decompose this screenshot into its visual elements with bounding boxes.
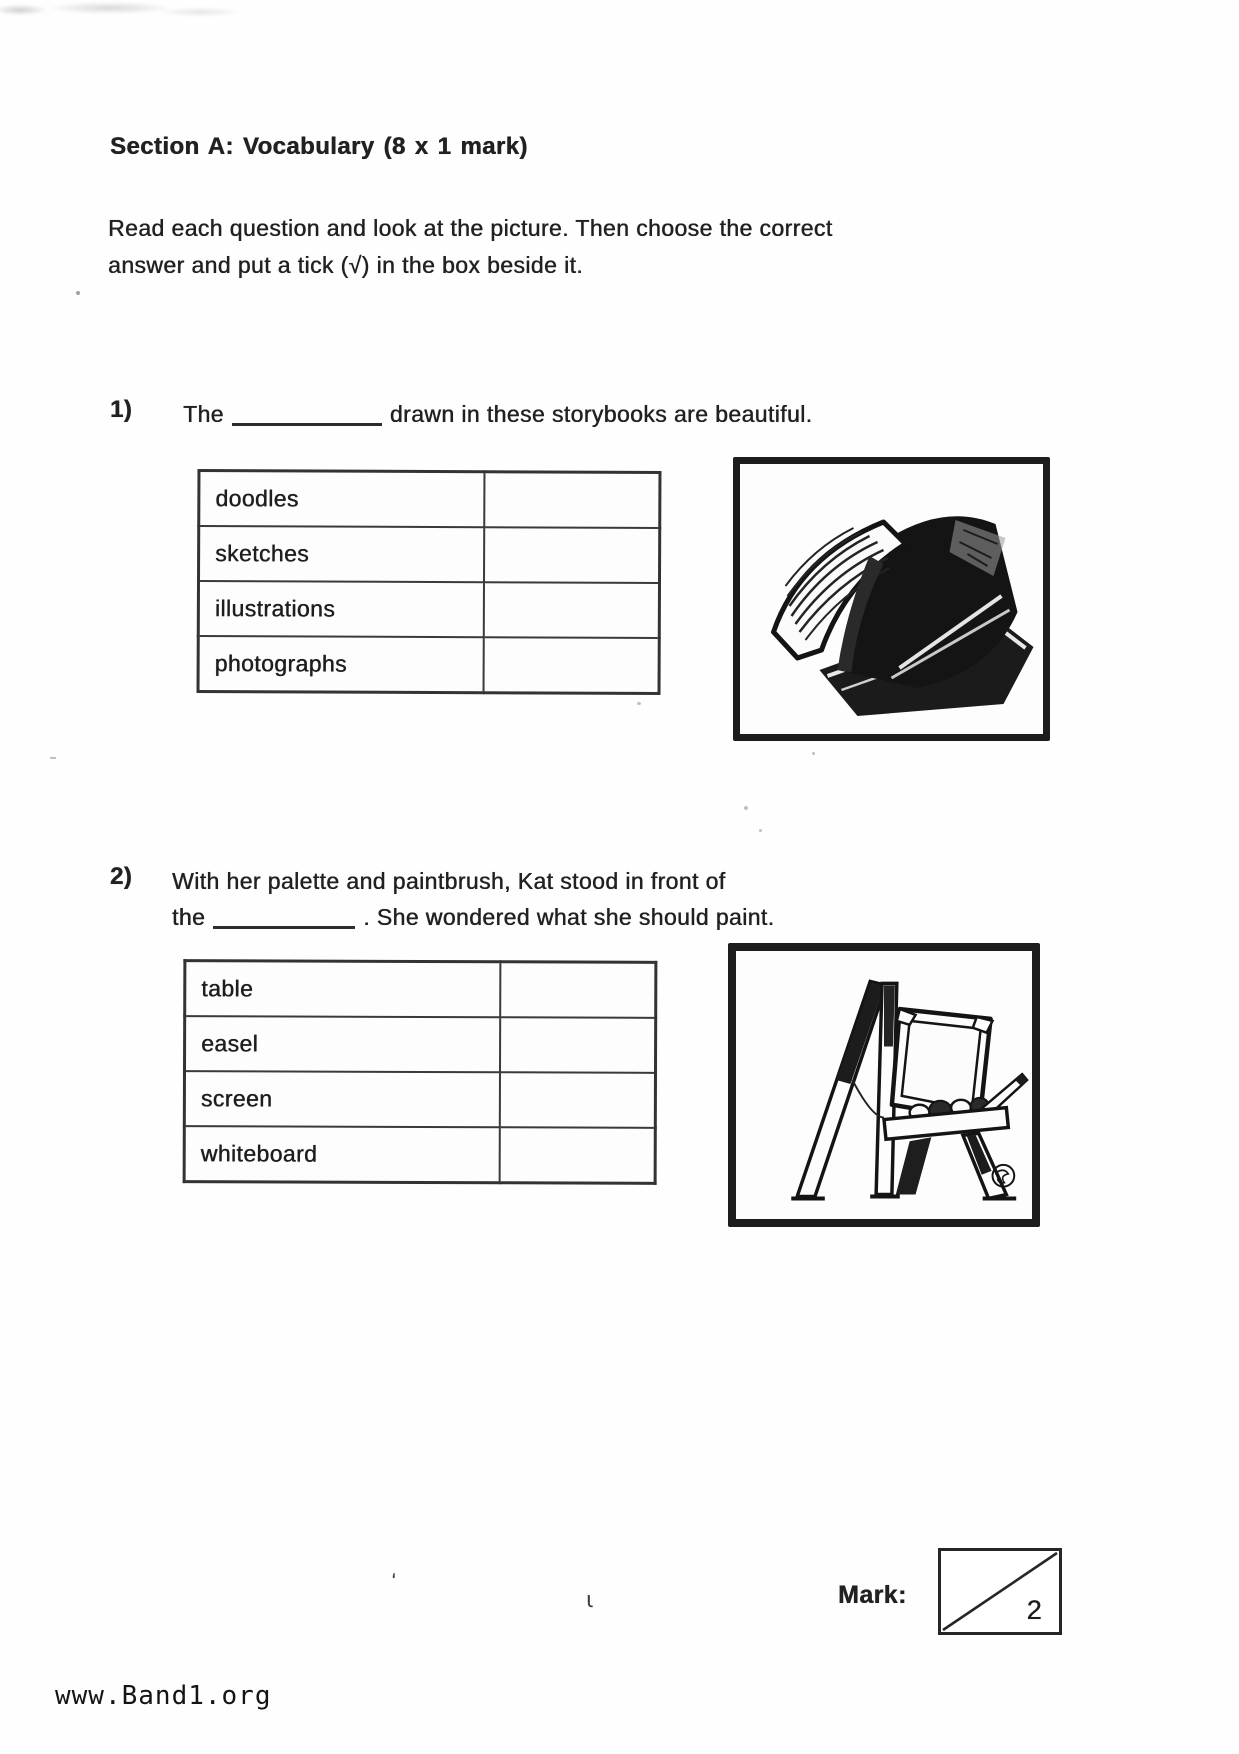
table-row <box>198 581 659 638</box>
tick-box-cell[interactable] <box>500 1072 656 1128</box>
tick-box-cell[interactable] <box>484 637 660 693</box>
instructions <box>108 210 833 284</box>
option-label: screen <box>184 1071 500 1127</box>
scan-speck <box>50 757 56 759</box>
mark-label: Mark: <box>838 1581 907 1609</box>
footer-url: www.Band1.org <box>55 1681 272 1711</box>
tick-box-cell[interactable] <box>484 472 660 528</box>
scan-speck <box>812 752 815 755</box>
question-1-text-after-blank: drawn in these storybooks are beautiful. <box>389 401 813 427</box>
tick-box-cell[interactable] <box>500 962 656 1018</box>
question-1-text-before-blank: The <box>183 401 224 427</box>
tick-box-cell[interactable] <box>500 1127 656 1183</box>
tick-box-cell[interactable] <box>500 1017 656 1073</box>
scan-stray-mark: ʻ <box>389 1569 401 1593</box>
question-1-options-table <box>197 469 662 695</box>
option-label: table <box>185 961 501 1018</box>
table-row <box>184 1071 655 1128</box>
option-label: easel <box>185 1016 501 1072</box>
table-row <box>185 961 656 1018</box>
option-label: whiteboard <box>184 1126 500 1183</box>
question-2-options-table <box>183 959 658 1185</box>
option-label: doodles <box>199 470 485 527</box>
mark-box <box>938 1548 1062 1635</box>
tick-box-cell[interactable] <box>484 527 660 583</box>
question-1-number: 1) <box>110 396 133 423</box>
question-2-number: 2) <box>110 863 133 890</box>
tick-box-cell[interactable] <box>484 582 660 638</box>
answer-blank <box>213 922 355 929</box>
easel-image <box>736 951 1032 1219</box>
scan-speck <box>637 702 641 705</box>
instructions-line1: Read each question and look at the picture. Then choose the correct <box>108 215 833 241</box>
question-1-picture-frame <box>733 457 1050 741</box>
question-2-text-after-blank: . She wondered what she should paint. <box>363 904 775 930</box>
answer-blank <box>232 419 382 426</box>
question-2-text-before-blank: the <box>172 904 206 930</box>
table-row <box>199 526 660 583</box>
table-row <box>185 1016 656 1073</box>
scan-speck <box>759 829 762 832</box>
option-label: photographs <box>198 636 484 693</box>
storybook-image <box>740 464 1043 734</box>
scan-speck <box>744 806 748 810</box>
question-2-text-line1: With her palette and paintbrush, Kat stood in front of <box>172 868 726 894</box>
question-2-text <box>172 863 774 935</box>
table-row <box>198 636 659 694</box>
question-2-picture-frame <box>728 943 1040 1227</box>
scan-stray-mark: ι <box>586 1588 594 1613</box>
table-row <box>199 470 660 528</box>
mark-total: 2 <box>1026 1595 1042 1625</box>
section-title: Section A: Vocabulary (8 x 1 mark) <box>110 133 528 160</box>
option-label: illustrations <box>198 581 484 637</box>
option-label: sketches <box>199 526 485 582</box>
instructions-line2: answer and put a tick (√) in the box beside it. <box>108 252 584 278</box>
question-1-text <box>183 396 812 432</box>
scan-smudge-artifact <box>0 0 245 24</box>
table-row <box>184 1126 655 1183</box>
scan-dot-artifact <box>76 291 80 295</box>
